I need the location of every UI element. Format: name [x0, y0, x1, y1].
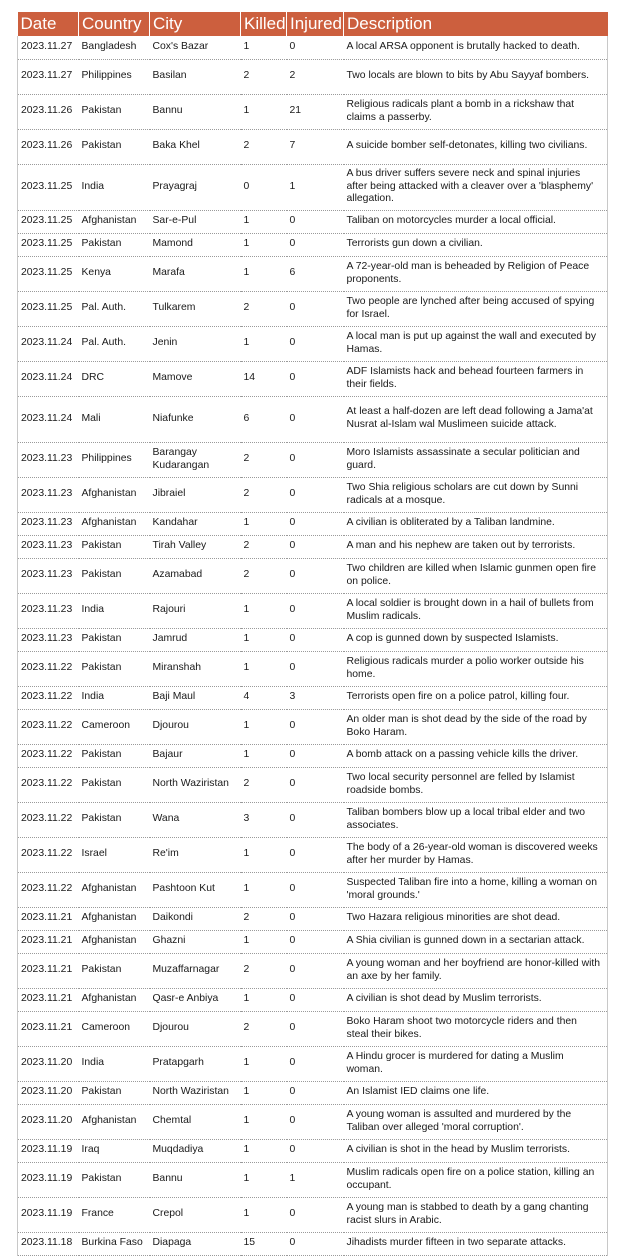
- cell-city: Crepol: [150, 1197, 241, 1232]
- cell-country: Bangladesh: [79, 36, 150, 59]
- cell-description: A young man is stabbed to death by a gang chanting racist slurs in Arabic.: [344, 1197, 608, 1232]
- cell-date: 2023.11.25: [18, 291, 79, 326]
- cell-date: 2023.11.26: [18, 129, 79, 164]
- cell-injured: 0: [287, 953, 344, 988]
- cell-city: Cox's Bazar: [150, 36, 241, 59]
- cell-date: 2023.11.21: [18, 930, 79, 953]
- cell-date: 2023.11.27: [18, 36, 79, 59]
- cell-injured: 0: [287, 1197, 344, 1232]
- table-row: [18, 651, 608, 686]
- table-row: [18, 1232, 608, 1255]
- cell-killed: 2: [241, 767, 287, 802]
- cell-country: Pakistan: [79, 558, 150, 593]
- table-row: [18, 396, 608, 442]
- cell-city: Kandahar: [150, 512, 241, 535]
- cell-injured: 6: [287, 256, 344, 291]
- table-row: [18, 558, 608, 593]
- table-row: [18, 326, 608, 361]
- cell-killed: 1: [241, 1104, 287, 1139]
- cell-date: 2023.11.22: [18, 872, 79, 907]
- cell-killed: 2: [241, 953, 287, 988]
- cell-date: 2023.11.26: [18, 94, 79, 129]
- cell-city: Re'im: [150, 837, 241, 872]
- cell-description: Taliban bombers blow up a local tribal elder and two associates.: [344, 802, 608, 837]
- cell-date: 2023.11.23: [18, 442, 79, 477]
- cell-city: Chemtal: [150, 1104, 241, 1139]
- cell-description: A young woman is assulted and murdered by the Taliban over alleged 'moral corruption'.: [344, 1104, 608, 1139]
- cell-killed: 1: [241, 94, 287, 129]
- table-row: [18, 1046, 608, 1081]
- cell-injured: 0: [287, 326, 344, 361]
- cell-injured: 0: [287, 291, 344, 326]
- cell-description: Suspected Taliban fire into a home, killing a woman on 'moral grounds.': [344, 872, 608, 907]
- cell-country: Pakistan: [79, 767, 150, 802]
- table-row: [18, 1162, 608, 1197]
- cell-date: 2023.11.19: [18, 1197, 79, 1232]
- cell-killed: 2: [241, 129, 287, 164]
- cell-killed: 1: [241, 837, 287, 872]
- cell-injured: 0: [287, 744, 344, 767]
- table-row: [18, 953, 608, 988]
- cell-killed: 2: [241, 442, 287, 477]
- cell-injured: 0: [287, 930, 344, 953]
- cell-description: A Hindu grocer is murdered for dating a Muslim woman.: [344, 1046, 608, 1081]
- cell-country: Mali: [79, 396, 150, 442]
- table-row: [18, 1139, 608, 1162]
- cell-country: Afghanistan: [79, 872, 150, 907]
- cell-description: Two locals are blown to bits by Abu Sayyaf bombers.: [344, 59, 608, 94]
- table-row: [18, 837, 608, 872]
- cell-city: Miranshah: [150, 651, 241, 686]
- cell-injured: 0: [287, 442, 344, 477]
- table-row: [18, 1081, 608, 1104]
- cell-date: 2023.11.25: [18, 256, 79, 291]
- cell-country: Pakistan: [79, 535, 150, 558]
- table-row: [18, 628, 608, 651]
- cell-date: 2023.11.22: [18, 837, 79, 872]
- table-row: [18, 1011, 608, 1046]
- cell-description: A local soldier is brought down in a hail of bullets from Muslim radicals.: [344, 593, 608, 628]
- cell-injured: 0: [287, 1139, 344, 1162]
- cell-killed: 14: [241, 361, 287, 396]
- cell-date: 2023.11.21: [18, 988, 79, 1011]
- cell-city: Muzaffarnagar: [150, 953, 241, 988]
- header-description[interactable]: Description: [344, 12, 608, 36]
- cell-date: 2023.11.23: [18, 512, 79, 535]
- table-row: [18, 872, 608, 907]
- cell-injured: 1: [287, 1162, 344, 1197]
- cell-city: Muqdadiya: [150, 1139, 241, 1162]
- table-header: [18, 12, 608, 36]
- cell-description: Muslim radicals open fire on a police station, killing an occupant.: [344, 1162, 608, 1197]
- cell-description: Terrorists open fire on a police patrol, killing four.: [344, 686, 608, 709]
- cell-country: Philippines: [79, 59, 150, 94]
- cell-city: Djourou: [150, 1011, 241, 1046]
- cell-date: 2023.11.24: [18, 396, 79, 442]
- table-row: [18, 535, 608, 558]
- table-row: [18, 1104, 608, 1139]
- cell-killed: 1: [241, 930, 287, 953]
- header-injured[interactable]: Injured: [287, 12, 344, 36]
- cell-description: A 72-year-old man is beheaded by Religion of Peace proponents.: [344, 256, 608, 291]
- header-country[interactable]: Country: [79, 12, 150, 36]
- cell-injured: 0: [287, 1046, 344, 1081]
- cell-country: Pakistan: [79, 1081, 150, 1104]
- cell-country: Afghanistan: [79, 477, 150, 512]
- cell-country: Pakistan: [79, 129, 150, 164]
- cell-description: A suicide bomber self-detonates, killing two civilians.: [344, 129, 608, 164]
- cell-description: A local ARSA opponent is brutally hacked to death.: [344, 36, 608, 59]
- header-city[interactable]: City: [150, 12, 241, 36]
- cell-city: Diapaga: [150, 1232, 241, 1255]
- cell-date: 2023.11.22: [18, 744, 79, 767]
- table-row: [18, 744, 608, 767]
- cell-injured: 0: [287, 837, 344, 872]
- cell-description: An Islamist IED claims one life.: [344, 1081, 608, 1104]
- cell-city: Azamabad: [150, 558, 241, 593]
- cell-killed: 1: [241, 1046, 287, 1081]
- cell-date: 2023.11.23: [18, 477, 79, 512]
- cell-country: Afghanistan: [79, 988, 150, 1011]
- cell-country: France: [79, 1197, 150, 1232]
- cell-city: Sar-e-Pul: [150, 210, 241, 233]
- cell-killed: 6: [241, 396, 287, 442]
- cell-description: Religious radicals murder a polio worker outside his home.: [344, 651, 608, 686]
- cell-description: A cop is gunned down by suspected Islamists.: [344, 628, 608, 651]
- cell-killed: 1: [241, 210, 287, 233]
- attacks-table-container: [17, 12, 607, 1256]
- cell-date: 2023.11.22: [18, 651, 79, 686]
- cell-killed: 1: [241, 709, 287, 744]
- cell-description: A young woman and her boyfriend are honor-killed with an axe by her family.: [344, 953, 608, 988]
- cell-city: Basilan: [150, 59, 241, 94]
- cell-injured: 0: [287, 709, 344, 744]
- cell-description: The body of a 26-year-old woman is discovered weeks after her murder by Hamas.: [344, 837, 608, 872]
- cell-country: India: [79, 1046, 150, 1081]
- cell-city: North Waziristan: [150, 767, 241, 802]
- cell-description: Two local security personnel are felled by Islamist roadside bombs.: [344, 767, 608, 802]
- cell-description: At least a half-dozen are left dead following a Jama'at Nusrat al-Islam wal Muslimeen suicide attack.: [344, 396, 608, 442]
- cell-killed: 0: [241, 164, 287, 210]
- table-row: [18, 802, 608, 837]
- cell-city: Baji Maul: [150, 686, 241, 709]
- cell-country: Kenya: [79, 256, 150, 291]
- table-row: [18, 233, 608, 256]
- cell-date: 2023.11.23: [18, 628, 79, 651]
- cell-killed: 1: [241, 233, 287, 256]
- cell-injured: 1: [287, 164, 344, 210]
- cell-city: Bannu: [150, 94, 241, 129]
- cell-killed: 2: [241, 535, 287, 558]
- cell-killed: 1: [241, 872, 287, 907]
- table-row: [18, 164, 608, 210]
- cell-injured: 0: [287, 396, 344, 442]
- cell-description: Two children are killed when Islamic gunmen open fire on police.: [344, 558, 608, 593]
- cell-city: Mamove: [150, 361, 241, 396]
- cell-killed: 1: [241, 36, 287, 59]
- cell-city: Niafunke: [150, 396, 241, 442]
- cell-date: 2023.11.23: [18, 535, 79, 558]
- cell-description: A civilian is obliterated by a Taliban landmine.: [344, 512, 608, 535]
- cell-description: Terrorists gun down a civilian.: [344, 233, 608, 256]
- cell-description: A civilian is shot in the head by Muslim terrorists.: [344, 1139, 608, 1162]
- cell-description: A civilian is shot dead by Muslim terrorists.: [344, 988, 608, 1011]
- cell-description: ADF Islamists hack and behead fourteen farmers in their fields.: [344, 361, 608, 396]
- cell-killed: 15: [241, 1232, 287, 1255]
- table-row: [18, 477, 608, 512]
- cell-injured: 0: [287, 233, 344, 256]
- cell-country: India: [79, 686, 150, 709]
- cell-country: Pakistan: [79, 744, 150, 767]
- table-row: [18, 1197, 608, 1232]
- cell-killed: 1: [241, 256, 287, 291]
- cell-city: Mamond: [150, 233, 241, 256]
- cell-date: 2023.11.25: [18, 233, 79, 256]
- cell-country: Cameroon: [79, 709, 150, 744]
- cell-injured: 0: [287, 593, 344, 628]
- table-row: [18, 256, 608, 291]
- cell-city: Bajaur: [150, 744, 241, 767]
- cell-city: Barangay Kudarangan: [150, 442, 241, 477]
- table-row: [18, 36, 608, 59]
- cell-country: Pakistan: [79, 233, 150, 256]
- cell-country: Pakistan: [79, 1162, 150, 1197]
- cell-killed: 2: [241, 477, 287, 512]
- cell-city: North Waziristan: [150, 1081, 241, 1104]
- cell-injured: 0: [287, 872, 344, 907]
- cell-country: DRC: [79, 361, 150, 396]
- cell-injured: 0: [287, 1081, 344, 1104]
- table-row: [18, 709, 608, 744]
- table-row: [18, 988, 608, 1011]
- cell-killed: 1: [241, 1081, 287, 1104]
- cell-injured: 0: [287, 802, 344, 837]
- cell-city: Jibraiel: [150, 477, 241, 512]
- cell-date: 2023.11.19: [18, 1162, 79, 1197]
- cell-injured: 0: [287, 767, 344, 802]
- cell-country: Afghanistan: [79, 512, 150, 535]
- cell-injured: 0: [287, 210, 344, 233]
- cell-date: 2023.11.21: [18, 953, 79, 988]
- cell-city: Rajouri: [150, 593, 241, 628]
- cell-date: 2023.11.20: [18, 1046, 79, 1081]
- cell-country: Cameroon: [79, 1011, 150, 1046]
- cell-country: Pakistan: [79, 953, 150, 988]
- cell-country: Israel: [79, 837, 150, 872]
- cell-description: Boko Haram shoot two motorcycle riders and then steal their bikes.: [344, 1011, 608, 1046]
- table-row: [18, 129, 608, 164]
- cell-killed: 4: [241, 686, 287, 709]
- cell-description: A bus driver suffers severe neck and spinal injuries after being attacked with a cleaver over a 'blasphemy' allegation.: [344, 164, 608, 210]
- cell-country: India: [79, 164, 150, 210]
- cell-injured: 0: [287, 988, 344, 1011]
- cell-country: Pal. Auth.: [79, 326, 150, 361]
- cell-country: Pal. Auth.: [79, 291, 150, 326]
- cell-description: Taliban on motorcycles murder a local official.: [344, 210, 608, 233]
- cell-city: Tulkarem: [150, 291, 241, 326]
- cell-description: Two Hazara religious minorities are shot dead.: [344, 907, 608, 930]
- cell-killed: 1: [241, 744, 287, 767]
- table-row: [18, 512, 608, 535]
- cell-country: Burkina Faso: [79, 1232, 150, 1255]
- cell-killed: 2: [241, 291, 287, 326]
- cell-killed: 1: [241, 1162, 287, 1197]
- cell-injured: 0: [287, 1011, 344, 1046]
- cell-city: Prayagraj: [150, 164, 241, 210]
- cell-injured: 21: [287, 94, 344, 129]
- table-row: [18, 94, 608, 129]
- table-row: [18, 210, 608, 233]
- table-body: [18, 36, 608, 1255]
- cell-city: Jamrud: [150, 628, 241, 651]
- table-row: [18, 686, 608, 709]
- cell-description: An older man is shot dead by the side of the road by Boko Haram.: [344, 709, 608, 744]
- cell-city: Daikondi: [150, 907, 241, 930]
- cell-injured: 0: [287, 651, 344, 686]
- cell-date: 2023.11.22: [18, 686, 79, 709]
- cell-description: A local man is put up against the wall and executed by Hamas.: [344, 326, 608, 361]
- cell-killed: 3: [241, 802, 287, 837]
- cell-date: 2023.11.23: [18, 593, 79, 628]
- cell-killed: 2: [241, 59, 287, 94]
- cell-date: 2023.11.20: [18, 1104, 79, 1139]
- cell-injured: 2: [287, 59, 344, 94]
- table-row: [18, 593, 608, 628]
- cell-description: Moro Islamists assassinate a secular politician and guard.: [344, 442, 608, 477]
- cell-country: Pakistan: [79, 628, 150, 651]
- cell-date: 2023.11.25: [18, 164, 79, 210]
- table-row: [18, 930, 608, 953]
- header-killed[interactable]: Killed: [241, 12, 287, 36]
- cell-city: Baka Khel: [150, 129, 241, 164]
- cell-country: Pakistan: [79, 94, 150, 129]
- cell-injured: 0: [287, 477, 344, 512]
- cell-injured: 0: [287, 1232, 344, 1255]
- cell-killed: 1: [241, 1139, 287, 1162]
- cell-date: 2023.11.24: [18, 326, 79, 361]
- cell-city: Pratapgarh: [150, 1046, 241, 1081]
- table-row: [18, 442, 608, 477]
- cell-date: 2023.11.18: [18, 1232, 79, 1255]
- cell-date: 2023.11.20: [18, 1081, 79, 1104]
- cell-description: A bomb attack on a passing vehicle kills the driver.: [344, 744, 608, 767]
- cell-city: Ghazni: [150, 930, 241, 953]
- cell-killed: 1: [241, 988, 287, 1011]
- cell-date: 2023.11.23: [18, 558, 79, 593]
- cell-injured: 0: [287, 512, 344, 535]
- cell-country: Iraq: [79, 1139, 150, 1162]
- cell-country: Afghanistan: [79, 930, 150, 953]
- cell-city: Marafa: [150, 256, 241, 291]
- cell-description: Two Shia religious scholars are cut down by Sunni radicals at a mosque.: [344, 477, 608, 512]
- cell-injured: 7: [287, 129, 344, 164]
- cell-date: 2023.11.22: [18, 802, 79, 837]
- cell-description: A Shia civilian is gunned down in a sectarian attack.: [344, 930, 608, 953]
- cell-city: Pashtoon Kut: [150, 872, 241, 907]
- cell-injured: 0: [287, 1104, 344, 1139]
- cell-date: 2023.11.24: [18, 361, 79, 396]
- cell-injured: 0: [287, 361, 344, 396]
- cell-killed: 1: [241, 628, 287, 651]
- cell-killed: 1: [241, 651, 287, 686]
- cell-killed: 2: [241, 558, 287, 593]
- cell-country: Afghanistan: [79, 1104, 150, 1139]
- cell-country: Pakistan: [79, 802, 150, 837]
- table-row: [18, 907, 608, 930]
- cell-city: Wana: [150, 802, 241, 837]
- cell-injured: 0: [287, 628, 344, 651]
- table-row: [18, 59, 608, 94]
- cell-killed: 1: [241, 593, 287, 628]
- table-row: [18, 767, 608, 802]
- cell-description: Religious radicals plant a bomb in a rickshaw that claims a passerby.: [344, 94, 608, 129]
- cell-city: Bannu: [150, 1162, 241, 1197]
- cell-date: 2023.11.27: [18, 59, 79, 94]
- cell-injured: 0: [287, 36, 344, 59]
- cell-city: Jenin: [150, 326, 241, 361]
- cell-injured: 0: [287, 535, 344, 558]
- cell-description: Jihadists murder fifteen in two separate attacks.: [344, 1232, 608, 1255]
- cell-injured: 3: [287, 686, 344, 709]
- cell-date: 2023.11.22: [18, 767, 79, 802]
- cell-killed: 1: [241, 1197, 287, 1232]
- cell-killed: 1: [241, 512, 287, 535]
- cell-date: 2023.11.21: [18, 907, 79, 930]
- cell-date: 2023.11.19: [18, 1139, 79, 1162]
- cell-killed: 1: [241, 326, 287, 361]
- attacks-table: [17, 12, 608, 1256]
- cell-description: A man and his nephew are taken out by terrorists.: [344, 535, 608, 558]
- cell-date: 2023.11.22: [18, 709, 79, 744]
- cell-country: Pakistan: [79, 651, 150, 686]
- table-row: [18, 291, 608, 326]
- cell-description: Two people are lynched after being accused of spying for Israel.: [344, 291, 608, 326]
- cell-city: Qasr-e Anbiya: [150, 988, 241, 1011]
- cell-country: Philippines: [79, 442, 150, 477]
- table-row: [18, 361, 608, 396]
- header-date[interactable]: Date: [18, 12, 79, 36]
- cell-killed: 2: [241, 907, 287, 930]
- cell-date: 2023.11.25: [18, 210, 79, 233]
- cell-injured: 0: [287, 558, 344, 593]
- cell-date: 2023.11.21: [18, 1011, 79, 1046]
- cell-injured: 0: [287, 907, 344, 930]
- cell-country: India: [79, 593, 150, 628]
- cell-killed: 2: [241, 1011, 287, 1046]
- cell-country: Afghanistan: [79, 210, 150, 233]
- cell-country: Afghanistan: [79, 907, 150, 930]
- cell-city: Djourou: [150, 709, 241, 744]
- cell-city: Tirah Valley: [150, 535, 241, 558]
